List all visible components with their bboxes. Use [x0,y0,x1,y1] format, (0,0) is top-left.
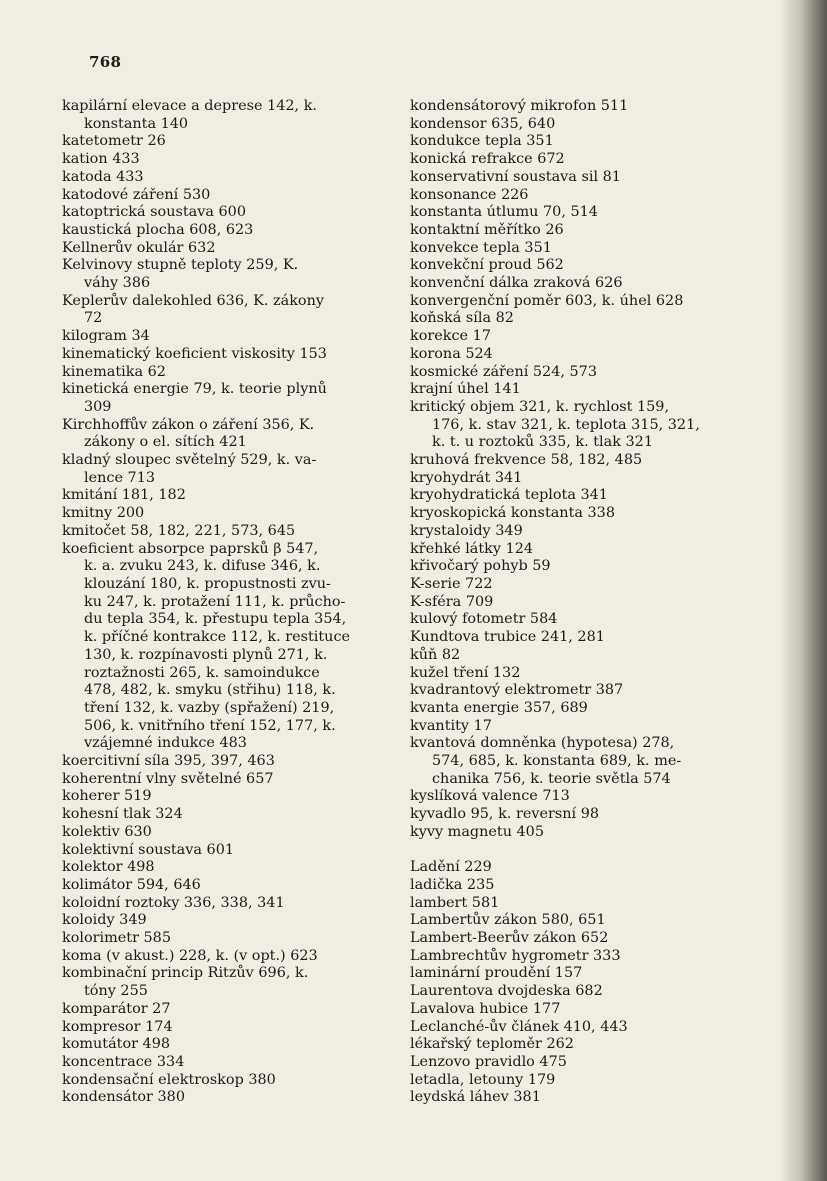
index-entry: konservativní soustava sil 81 [410,168,621,185]
index-entry: koma (v akust.) 228, k. (v opt.) 623 [62,947,318,964]
index-entry: Lavalova hubice 177 [410,1000,561,1017]
index-column-right [410,98,740,1107]
index-entry: ladička 235 [410,876,495,893]
index-entry: koercitivní síla 395, 397, 463 [62,753,275,770]
index-entry: koloidy 349 [62,912,147,929]
index-entry-continuation: ku 247, k. protažení 111, k. průcho- [84,593,346,610]
index-entry: kmitání 181, 182 [62,487,186,504]
index-entry: kilogram 34 [62,328,150,345]
index-entry: kosmické záření 524, 573 [410,363,597,380]
index-entry: kryohydratická teplota 341 [410,487,608,504]
index-entry: křivočarý pohyb 59 [410,558,551,575]
index-entry: katoptrická soustava 600 [62,204,246,221]
index-entry: koncentrace 334 [62,1053,185,1070]
index-entry: kulový fotometr 584 [410,611,558,628]
index-entry-continuation: k. t. u roztoků 335, k. tlak 321 [432,434,653,451]
index-entry-continuation: 478, 482, k. smyku (střihu) 118, k. [84,682,336,699]
index-entry: kombinační princip Ritzův 696, k. [62,965,309,982]
index-entry: kondensátor 380 [62,1089,185,1106]
index-entry: kritický objem 321, k. rychlost 159, [410,398,670,415]
index-entry: katetometr 26 [62,133,166,150]
index-entry: konstanta útlumu 70, 514 [410,204,598,221]
index-entry: letadla, letouny 179 [410,1071,556,1088]
index-entry: Lenzovo pravidlo 475 [410,1053,567,1070]
index-entry: lambert 581 [410,894,500,911]
index-entry: kruhová frekvence 58, 182, 485 [410,452,643,469]
index-entry: kinematika 62 [62,363,166,380]
index-entry: kryoskopická konstanta 338 [410,505,615,522]
index-entry: krystaloidy 349 [410,522,523,539]
index-entry: korekce 17 [410,328,491,345]
index-entry: kohesní tlak 324 [62,806,183,823]
index-entry: kužel tření 132 [410,664,521,681]
index-entry: Kelvinovy stupně teploty 259, K. [62,257,299,274]
index-entry: Lambrechtův hygrometr 333 [410,947,621,964]
index-entry: Lambertův zákon 580, 651 [410,912,606,929]
index-entry: kvantity 17 [410,717,492,734]
index-entry-continuation: du tepla 354, k. přestupu tepla 354, [84,611,347,628]
index-entry: laminární proudění 157 [410,965,583,982]
index-entry: kmitny 200 [62,505,145,522]
index-entry: kondukce tepla 351 [410,133,554,150]
index-entry: Laurentova dvojdeska 682 [410,983,603,1000]
index-entry: Kirchhoffův zákon o záření 356, K. [62,416,315,433]
index-entry: Lambert-Beerův zákon 652 [410,930,609,947]
index-entry-continuation: lence 713 [84,469,156,486]
index-entry-continuation: 309 [84,398,112,415]
index-entry-continuation: klouzání 180, k. propustnosti zvu- [84,575,331,592]
index-entry: kyvy magnetu 405 [410,823,544,840]
index-entry: konická refrakce 672 [410,151,565,168]
index-entry: katoda 433 [62,168,144,185]
index-entry: kyvadlo 95, k. reversní 98 [410,806,600,823]
index-entry: lékařský teploměr 262 [410,1036,574,1053]
index-entry: koeficient absorpce paprsků β 547, [62,540,319,557]
index-entry: komparátor 27 [62,1000,171,1017]
index-entry: Keplerův dalekohled 636, K. zákony [62,292,324,309]
index-entry: konvergenční poměr 603, k. úhel 628 [410,292,684,309]
index-entry: koherer 519 [62,788,152,805]
index-entry-continuation: chanika 756, k. teorie světla 574 [432,770,671,787]
index-entry-continuation: tření 132, k. vazby (spřažení) 219, [84,699,335,716]
index-entry: konvenční dálka zraková 626 [410,275,623,292]
index-entry: leydská láhev 381 [410,1089,541,1106]
index-entry: Kellnerův okulár 632 [62,239,216,256]
index-entry: kontaktní měřítko 26 [410,221,564,238]
index-entry-continuation: zákony o el. sítích 421 [84,434,247,451]
index-entry-continuation: vzájemné indukce 483 [84,735,247,752]
index-entry: kvanta energie 357, 689 [410,699,588,716]
index-entry-continuation: k. a. zvuku 243, k. difuse 346, k. [84,558,321,575]
index-entry: kondensátorový mikrofon 511 [410,98,629,114]
index-column-left [62,98,384,1107]
index-entry: kondensační elektroskop 380 [62,1071,276,1088]
index-entry: kolektiv 630 [62,823,152,840]
index-entry: kolorimetr 585 [62,930,171,947]
index-entry: kyslíková valence 713 [410,788,570,805]
index-entry-continuation: roztažnosti 265, k. samoindukce [84,664,320,681]
index-entry: kůň 82 [410,646,461,663]
index-entry: kladný sloupec světelný 529, k. va- [62,452,317,469]
index-entry: kinematický koeficient viskosity 153 [62,345,327,362]
index-entry: Leclanché-ův článek 410, 443 [410,1018,628,1035]
index-entry: koňská síla 82 [410,310,514,327]
index-entry: kvantová domněnka (hypotesa) 278, [410,735,675,752]
index-entry: kompresor 174 [62,1018,173,1035]
index-entry-continuation: váhy 386 [84,275,151,292]
index-entry: kinetická energie 79, k. teorie plynů [62,381,327,398]
index-entry: křehké látky 124 [410,540,534,557]
index-entry-continuation: k. příčné kontrakce 112, k. restituce [84,629,351,646]
index-entry: krajní úhel 141 [410,381,521,398]
index-entry: K-serie 722 [410,575,493,592]
index-entry: kryohydrát 341 [410,469,523,486]
index-entry: K-sféra 709 [410,593,494,610]
index-entry: kapilární elevace a deprese 142, k. [62,98,317,114]
index-entry-continuation: 176, k. stav 321, k. teplota 315, 321, [432,416,700,433]
index-entry: kation 433 [62,151,140,168]
index-entry: Kundtova trubice 241, 281 [410,629,605,646]
index-entry: kvadrantový elektrometr 387 [410,682,624,699]
index-entry-continuation: 574, 685, k. konstanta 689, k. me- [432,753,682,770]
index-entry: koherentní vlny světelné 657 [62,770,274,787]
index-entry: kolimátor 594, 646 [62,876,201,893]
index-entry: konsonance 226 [410,186,529,203]
index-entry-continuation: 72 [84,310,103,327]
index-entry: kmitočet 58, 182, 221, 573, 645 [62,522,296,539]
index-entry: kolektor 498 [62,859,155,876]
index-entry-continuation: 130, k. rozpínavosti plynů 271, k. [84,646,328,663]
index-entry: kaustická plocha 608, 623 [62,221,254,238]
index-entry-continuation: konstanta 140 [84,115,189,132]
index-entry: korona 524 [410,345,493,362]
index-entry: kondensor 635, 640 [410,115,556,132]
index-entry-continuation: 506, k. vnitřního tření 152, 177, k. [84,717,336,734]
index-entry: koloidní roztoky 336, 338, 341 [62,894,285,911]
index-entry: konvekce tepla 351 [410,239,552,256]
index-entry: konvekční proud 562 [410,257,564,274]
page-number: 768 [89,53,122,71]
index-entry: Ladění 229 [410,859,492,876]
page-edge-shadow [779,0,827,1181]
index-entry-continuation: tóny 255 [84,983,148,1000]
index-entry: kolektivní soustava 601 [62,841,234,858]
index-entry: katodové záření 530 [62,186,211,203]
index-entry: komutátor 498 [62,1036,171,1053]
